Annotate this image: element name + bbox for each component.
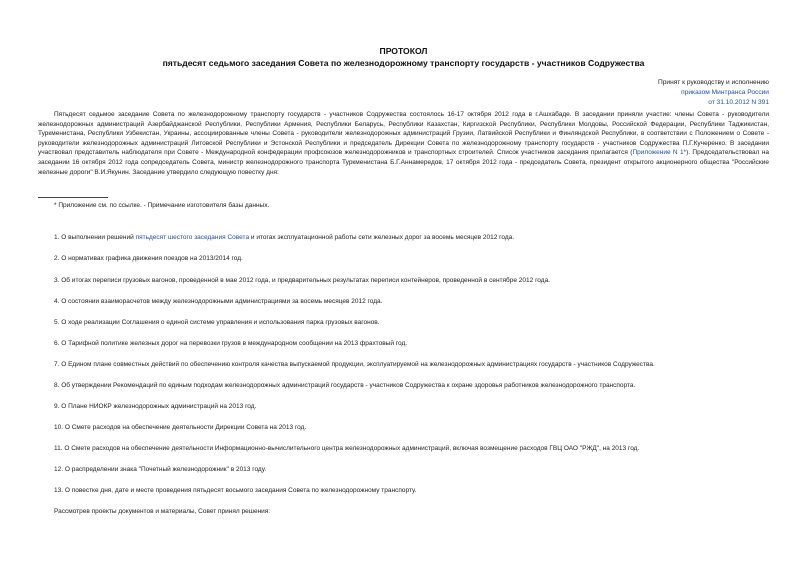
agenda-item-5: 5. О ходе реализации Соглашения о единой системе управления и использования парка грузовых вагонов. [54, 319, 380, 326]
agenda-item-12: 12. О распределении знака "Почетный железнодорожник" в 2013 году. [54, 466, 267, 473]
intro-text-a: Пятьдесят седьмое заседание Совета по железнодорожному транспорту государств - участников Содружества состоялось 16-17 октября 2012 года в г.Ашхабаде. В заседании приняли участие: члены Совета - руководители железнодорожных администраций Азербайджанской Республики, Республики Армения, Республики Беларусь, Республики Казахстан, Киргизской Республики, Республики Молдовы, Российской Федерации, Республики Таджикистан, Туркменистана, Республики Узбекистан, Украины, ассоциированные члены Совета - руководители железнодорожных администраций Грузии, Латвийской Республики и Финляндской Республики, в соответствии с Положением о Совете - руководители железнодорожных администраций Литовской Республики и Эстонской Республики и председатель Дирекции Совета по железнодорожному транспорту государств - участников Содружества П.Г.Кучеренко. В заседании участвовал представитель наблюдателя при Совете - Международной конфедерации профсоюзов железнодорожников и транспортных строителей. Список участников заседания прилагается ( [38, 111, 769, 157]
previous-session-link[interactable]: пятьдесят шестого заседания Совета [135, 234, 250, 241]
agenda-item-10: 10. О Смете расходов на обеспечение деятельности Дирекции Совета на 2013 год. [54, 424, 307, 431]
approval-block [658, 78, 769, 108]
document-subtitle: пятьдесят седьмого заседания Совета по железнодорожному транспорту государств - участников Содружества [162, 58, 645, 68]
agenda-item-1 [38, 233, 778, 242]
intro-text-b: ). Председательствовал на заседании 16 октября 2012 года сопредседатель Совета, министр железнодорожного транспорта Туркменистана Б.Г.Аннамередов, 17 октября 2012 года - председатель Совета, президент открытого акционерного общества "Российские железные дороги" В.И.Якунин. Заседание утвердило следующую повестку дня: [38, 149, 769, 176]
agenda-item-13: 13. О повестке дня, дате и месте проведения пятьдесят восьмого заседания Совета по железнодорожному транспорту. [54, 487, 417, 494]
approval-line-1: Принят к руководству и исполнению [657, 79, 769, 86]
agenda-item-9: 9. О Плане НИОКР железнодорожных администраций на 2013 год. [54, 403, 257, 410]
appendix-link[interactable]: Приложение N 1* [632, 149, 687, 157]
approval-date-link[interactable]: от 31.10.2012 N 391 [708, 99, 769, 106]
agenda-item-1-text-a: 1. О выполнении решений [54, 234, 136, 241]
agenda-item-1-text-b: и итогах эксплуатационной работы сети железных дорог за восемь месяцев 2012 года. [249, 234, 515, 241]
intro-paragraph [38, 110, 769, 177]
agenda-item-6: 6. О Тарифной политике железных дорог на перевозки грузов в международном сообщении на 2013 фрахтовый год. [54, 340, 408, 347]
agenda-item-2: 2. О нормативах графика движения поездов на 2013/2014 год. [54, 255, 243, 262]
agenda-item-7: 7. О Едином плане совместных действий по обеспечению контроля качества выпускаемой продукции, эксплуатируемой на железнодорожных администрациях государств - участников Содружества. [54, 361, 655, 368]
agenda-item-11: 11. О Смете расходов на обеспечение деятельности Информационно-вычислительного центра железнодорожных администраций, включая возмещение расходов ГВЦ ОАО "РЖД", на 2013 год. [54, 445, 640, 452]
agenda-item-8: 8. Об утверждении Рекомендаций по единым подходам железнодорожных администраций государств - участников Содружества к охране здоровья работников железнодорожного транспорта. [54, 382, 636, 389]
document-title: ПРОТОКОЛ [379, 46, 428, 56]
closing-line: Рассмотрев проекты документов и материалы, Совет принял решения: [54, 508, 271, 515]
approval-order-link[interactable]: приказом Минтранса России [681, 89, 769, 96]
footnote: * Приложение см. по ссылке. - Примечание изготовителя базы данных. [54, 202, 270, 209]
agenda-item-3: 3. Об итогах переписи грузовых вагонов, проведенной в мае 2012 года, и предварительных результатах переписи контейнеров, проведенной в сентябре 2012 года. [54, 277, 550, 284]
agenda-item-4: 4. О состоянии взаиморасчетов между железнодорожными администрациями за восемь месяцев 2012 года. [54, 298, 383, 305]
footnote-divider [38, 197, 108, 198]
